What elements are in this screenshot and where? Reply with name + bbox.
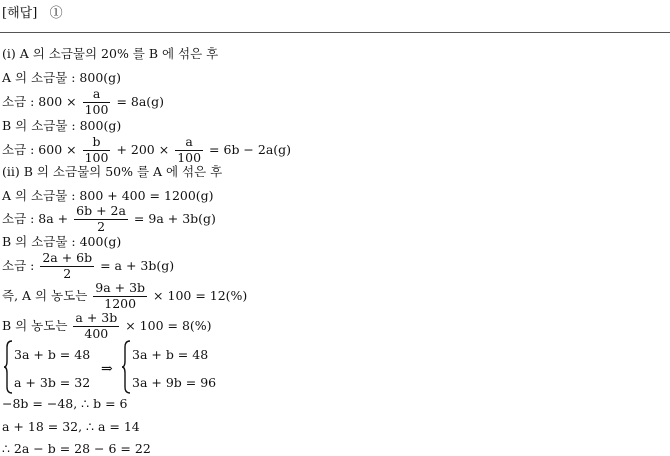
line-a-water-2: A 의 소금물 : 800 + 400 = 1200(g): [2, 188, 214, 203]
text: 즉, A 의 농도는: [2, 287, 88, 303]
system-2-eq-1: 3a + b = 48: [132, 347, 209, 362]
line-b-water: B 의 소금물 : 800(g): [2, 118, 122, 133]
fraction: [40, 252, 94, 280]
system-1-eq-1: 3a + b = 48: [14, 347, 91, 362]
text: 소금 : 600 ×: [2, 141, 77, 157]
answer-choice: ①: [49, 6, 63, 21]
fraction: [93, 282, 147, 310]
numerator: 9a + 3b: [95, 280, 146, 295]
text: + 200 ×: [116, 141, 170, 157]
text: 소금 : 800 ×: [2, 93, 77, 109]
line-b-water-2: B 의 소금물 : 400(g): [2, 234, 122, 249]
line-solve-a: a + 18 = 32, ∴ a = 14: [2, 419, 140, 434]
text: = 8a(g): [116, 93, 165, 109]
fraction: [175, 136, 203, 164]
system-1-eq-2: a + 3b = 32: [14, 375, 91, 390]
fraction: [73, 312, 119, 340]
text: × 100 = 8(%): [125, 317, 212, 333]
fraction: [74, 205, 128, 233]
text: 소금 :: [2, 257, 35, 273]
section-2-title: (ⅱ) B 의 소금물의 50% 를 A 에 섞은 후: [2, 164, 223, 179]
implies-arrow: ⇒: [101, 361, 113, 377]
denominator: 2: [63, 265, 72, 281]
fraction: [83, 136, 111, 164]
section-1-title: (ⅰ) A 의 소금물의 20% 를 B 에 섞은 후: [2, 46, 219, 61]
line-a-salt: [2, 88, 164, 116]
numerator: a: [175, 136, 203, 151]
denominator: 100: [84, 101, 109, 117]
line-a-concentration: [2, 282, 247, 310]
denominator: 400: [84, 325, 109, 341]
answer-header: [2, 2, 63, 21]
answer-label: [해답]: [2, 6, 38, 21]
numerator: a: [83, 88, 111, 103]
line-b-salt: [2, 136, 291, 164]
numerator: a + 3b: [75, 310, 118, 325]
line-final: ∴ 2a − b = 28 − 6 = 22: [2, 441, 151, 456]
text: × 100 = 12(%): [153, 287, 248, 303]
denominator: 100: [84, 149, 109, 165]
text: = a + 3b(g): [100, 257, 175, 273]
denominator: 1200: [104, 295, 137, 311]
line-b-concentration: [2, 312, 212, 340]
left-brace-icon: [121, 340, 131, 394]
left-brace-icon: [3, 340, 13, 394]
numerator: b: [83, 136, 111, 151]
text: 소금 : 8a +: [2, 210, 69, 226]
text: B 의 농도는: [2, 317, 68, 333]
line-b-salt-2: [2, 252, 174, 280]
numerator: 6b + 2a: [76, 203, 126, 218]
text: = 9a + 3b(g): [133, 210, 216, 226]
fraction: [83, 88, 111, 116]
line-a-water: A 의 소금물 : 800(g): [2, 70, 122, 85]
denominator: 2: [97, 218, 106, 234]
line-solve-b: −8b = −48, ∴ b = 6: [2, 396, 128, 411]
divider: [0, 32, 670, 33]
line-a-salt-2: [2, 205, 216, 233]
system-2-eq-2: 3a + 9b = 96: [132, 375, 217, 390]
text: = 6b − 2a(g): [209, 141, 292, 157]
denominator: 100: [177, 149, 202, 165]
numerator: 2a + 6b: [42, 250, 93, 265]
